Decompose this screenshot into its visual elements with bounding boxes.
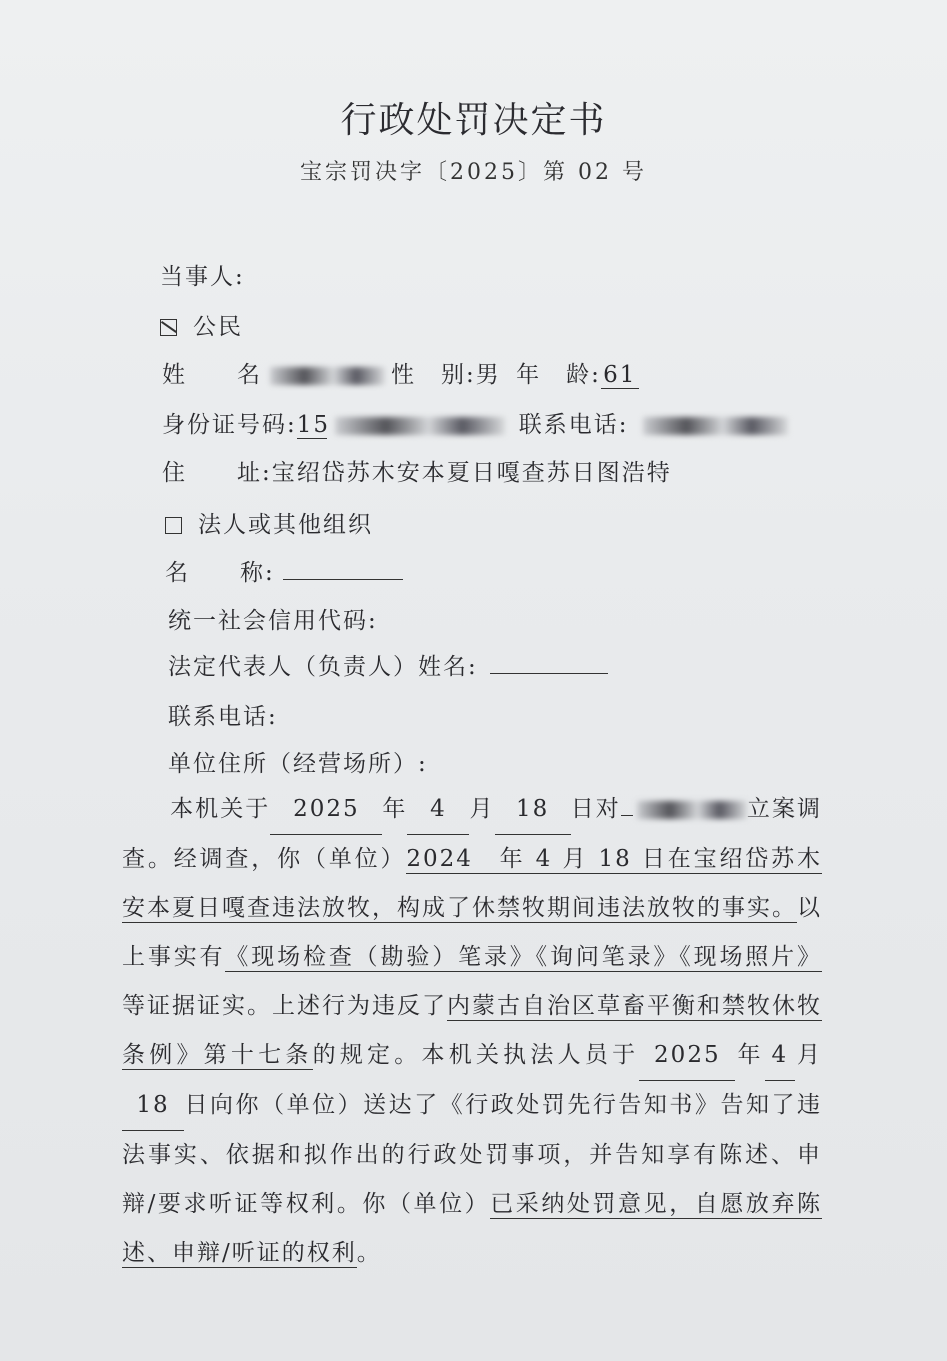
document-number: 宝宗罚决字〔2025〕第 02 号 — [300, 160, 647, 185]
gender-label: 性 别: — [391, 362, 476, 388]
body-text: 。 — [356, 1240, 382, 1266]
age-label: 年 龄: — [516, 362, 601, 388]
rep-row — [168, 648, 608, 681]
phone-label: 联系电话: — [518, 412, 629, 438]
name-gender-age-row — [162, 356, 639, 389]
body-text: 日对 — [570, 796, 621, 822]
notice-day: 18 — [122, 1081, 184, 1131]
citizen-label: 公民 — [193, 314, 243, 340]
party-heading: 当事人: — [160, 264, 245, 290]
violation-facts: 2024 年 4 月 18 日在宝绍岱苏木安本夏日嘎查违法放牧，构成了休禁牧期间违法放牧的事实。 — [122, 846, 823, 921]
org-name-label: 名 称: — [165, 560, 275, 586]
body-text: 以上事实有 — [122, 895, 822, 970]
notice-month: 4 — [765, 1031, 795, 1081]
body-text: 年 — [735, 1042, 765, 1068]
body-text: 日向你（单位）送达了《行政处罚先行告知书》告知了违法事实、依据和拟作出的行政处罚事项，并告知享有陈述、申辩/要求听证等权利。你（单位） — [122, 1092, 822, 1217]
org-option — [165, 506, 373, 539]
id-label: 身份证号码: — [162, 412, 297, 438]
body-text: 等证据证实。上述行为违反了 — [122, 993, 447, 1019]
rep-label: 法定代表人（负责人）姓名: — [168, 654, 478, 680]
filing-month: 4 — [407, 785, 469, 835]
org-checkbox — [165, 517, 182, 534]
redacted-phone — [643, 417, 788, 435]
rep-blank — [490, 653, 608, 674]
citizen-option — [160, 308, 243, 341]
party-response: 已采纳处罚意见，自愿放弃陈述、申辩/听证的权利 — [122, 1191, 823, 1266]
org-label: 法人或其他组织 — [198, 512, 373, 538]
evidence-list: 《现场检查（勘验）笔录》《询问笔录》《现场照片》 — [225, 944, 823, 970]
violated-law: 内蒙古自治区草畜平衡和禁牧休牧条例》第十七条 — [122, 993, 822, 1068]
org-name-blank — [283, 559, 403, 580]
decision-body — [122, 785, 822, 1278]
body-text: 月 — [469, 796, 495, 822]
notice-year: 2025 — [639, 1031, 735, 1081]
redacted-name — [270, 367, 385, 385]
redacted-underline — [621, 815, 633, 816]
document-title: 行政处罚决定书 — [340, 100, 607, 141]
body-text: 的规定。本机关执法人员于 — [312, 1042, 640, 1068]
address-value: 宝绍岱苏木安本夏日嘎查苏日图浩特 — [271, 460, 672, 486]
gender-value: 男 — [475, 362, 501, 388]
org-phone-label: 联系电话: — [168, 704, 278, 730]
body-text: 年 — [382, 796, 408, 822]
id-phone-row — [162, 406, 788, 439]
body-text: 本机关于 — [170, 796, 271, 822]
body-text: 立案调查。经调查，你（单位） — [122, 796, 823, 872]
org-name-row — [165, 554, 403, 587]
filing-year: 2025 — [270, 785, 382, 835]
credit-code-label: 统一社会信用代码: — [168, 608, 378, 634]
name-label: 姓 名 — [162, 362, 262, 388]
redacted-id — [335, 417, 505, 435]
redacted-party-name — [637, 801, 747, 819]
body-text: 月 — [794, 1042, 823, 1068]
address-row — [162, 454, 672, 487]
filing-day: 18 — [495, 785, 571, 835]
org-address-label: 单位住所（经营场所）: — [168, 751, 428, 777]
id-value: 15 — [296, 412, 331, 438]
age-value: 61 — [601, 362, 639, 389]
address-label: 住 址: — [162, 460, 272, 486]
citizen-checkbox — [160, 319, 177, 336]
